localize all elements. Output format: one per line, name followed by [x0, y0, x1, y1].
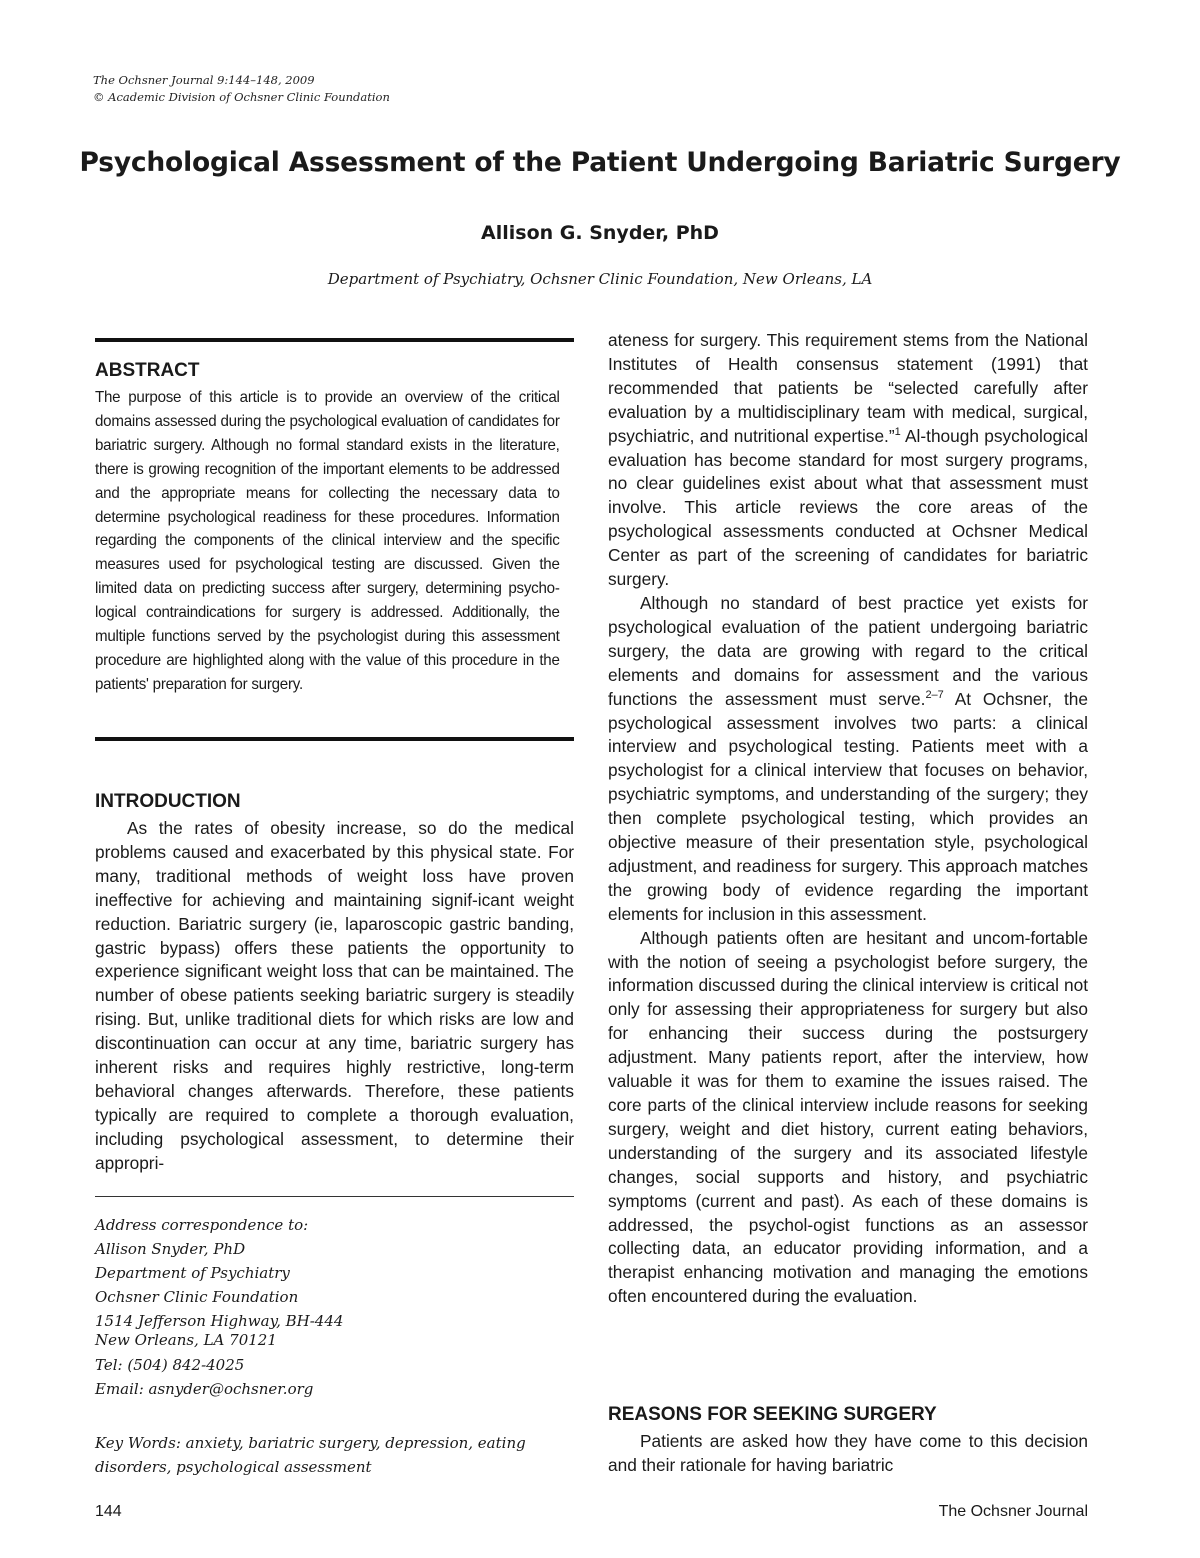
correspondence-street: 1514 Jefferson Highway, BH-444 — [95, 1312, 344, 1330]
right-paragraph-1 — [608, 329, 1088, 592]
keywords: Key Words: anxiety, bariatric surgery, depression, eating disorders, psychological assessment — [95, 1434, 526, 1476]
abstract-text: The purpose of this article is to provide an overview of the critical domains assessed during the psychological evaluation of candidates for bariatric surgery. Although no formal standard exists in the literature, there is growing recognition of the important elements to be addressed and the appropriate means for collecting the necessary data to determine psychological readiness for these procedures. Information regarding the components of the clinical interview and the specific measures used for psychological testing are discussed. Given the limited data on predicting success after surgery, determining psycho-logical contraindications for surgery is addressed. Additionally, the multiple functions served by the psychologist during this assessment procedure are highlighted along with the value of this procedure in the patients' preparation for surgery. — [95, 389, 560, 693]
footnote-rule — [95, 1196, 574, 1197]
correspondence-city: New Orleans, LA 70121 — [95, 1331, 277, 1349]
correspondence-email: Email: asnyder@ochsner.org — [95, 1380, 314, 1398]
author-affiliation: Department of Psychiatry, Ochsner Clinic Foundation, New Orleans, LA — [327, 270, 873, 288]
right-paragraph-3: Although patients often are hesitant and uncom-fortable with the notion of seeing a psychologist before surgery, the information discussed during the clinical interview is critical not only for assessing their appropriateness for surgery but also for enhancing their success during the postsurgery adjustment. Many patients report, after the interview, how valuable it was for them to examine the issues raised. The core parts of the clinical interview include reasons for seeking surgery, weight and diet history, current eating behaviors, understanding of the surgery and its associated lifestyle changes, social supports and history, and psychiatric symptoms (current and past). As each of these domains is addressed, the psychol-ogist functions as an assessor collecting data, an educator providing information, and a therapist enhancing motivation and managing the emotions often encountered during the evaluation. — [608, 927, 1088, 1307]
journal-citation: The Ochsner Journal 9:144–148, 2009 — [93, 73, 315, 87]
author-name: Allison G. Snyder, PhD — [481, 222, 719, 244]
abstract-top-rule — [95, 338, 574, 342]
correspondence-name: Allison Snyder, PhD — [95, 1240, 246, 1258]
right-paragraph-2 — [608, 592, 1088, 927]
introduction-heading: INTRODUCTION — [95, 791, 241, 812]
paragraph-2-text-a: Although no standard of best practice yet exists for psychological evaluation of the patient undergoing bariatric surgery, the data are growing with regard to the critical elements and domains for assessment and the various functions the assessment must serve. — [608, 592, 1088, 709]
abstract-heading: ABSTRACT — [95, 360, 200, 381]
correspondence-label: Address correspondence to: — [95, 1216, 309, 1234]
paragraph-2-text-b: At Ochsner, the psychological assessment involves two parts: a clinical interview and psychological testing. Patients meet with a psychologist for a clinical interview that focuses on behavior, psychiatric symptoms, and understanding of the surgery; they then complete psychological testing, which provides an objective measure of their presentation style, psychological adjustment, and readiness for surgery. This approach matches the growing body of evidence regarding the important elements for inclusion in this assessment. — [608, 688, 1088, 924]
paragraph-1-text-b: Al-though psychological evaluation has become standard for most surgery programs, no clear guidelines exist about what that assessment must involve. This article reviews the core areas of the psychological assessments conducted at Ochsner Medical Center as part of the screening of candidates for bariatric surgery. — [608, 425, 1088, 590]
footer-journal-name: The Ochsner Journal — [938, 1503, 1088, 1520]
correspondence-institution: Ochsner Clinic Foundation — [95, 1288, 299, 1306]
reasons-heading: REASONS FOR SEEKING SURGERY — [608, 1404, 937, 1425]
reference-marker: 2–7 — [925, 688, 944, 701]
page-number: 144 — [95, 1503, 122, 1520]
paragraph-1-text-a: ateness for surgery. This requirement stems from the National Institutes of Health consensus statement (1991) that recommended that patients be “selected carefully after evaluation by a multidisciplinary team with medical, surgical, psychiatric, and nutritional expertise.” — [608, 330, 1088, 446]
reference-marker: 1 — [894, 425, 901, 438]
copyright-line: © Academic Division of Ochsner Clinic Foundation — [93, 90, 390, 104]
article-title: Psychological Assessment of the Patient Undergoing Bariatric Surgery — [79, 147, 1121, 178]
introduction-paragraph: As the rates of obesity increase, so do the medical problems caused and exacerbated by this physical state. For many, traditional methods of weight loss have proven ineffective for achieving and maintaining signif-icant weight reduction. Bariatric surgery (ie, laparoscopic gastric banding, gastric bypass) offers these patients the opportunity to experience significant weight loss that can be maintained. The number of obese patients seeking bariatric surgery is steadily rising. But, unlike traditional diets for which risks are low and discontinuation can occur at any time, bariatric surgery has inherent risks and requires highly restrictive, long-term behavioral changes afterwards. Therefore, these patients typically are required to complete a thorough evaluation, including psychological assessment, to determine their appropri- — [95, 818, 574, 1173]
right-column — [608, 329, 1088, 1309]
reasons-paragraph: Patients are asked how they have come to this decision and their rationale for having bariatric — [608, 1431, 1088, 1475]
correspondence-department: Department of Psychiatry — [95, 1264, 290, 1282]
correspondence-telephone: Tel: (504) 842-4025 — [95, 1356, 245, 1374]
abstract-bottom-rule — [95, 737, 574, 741]
